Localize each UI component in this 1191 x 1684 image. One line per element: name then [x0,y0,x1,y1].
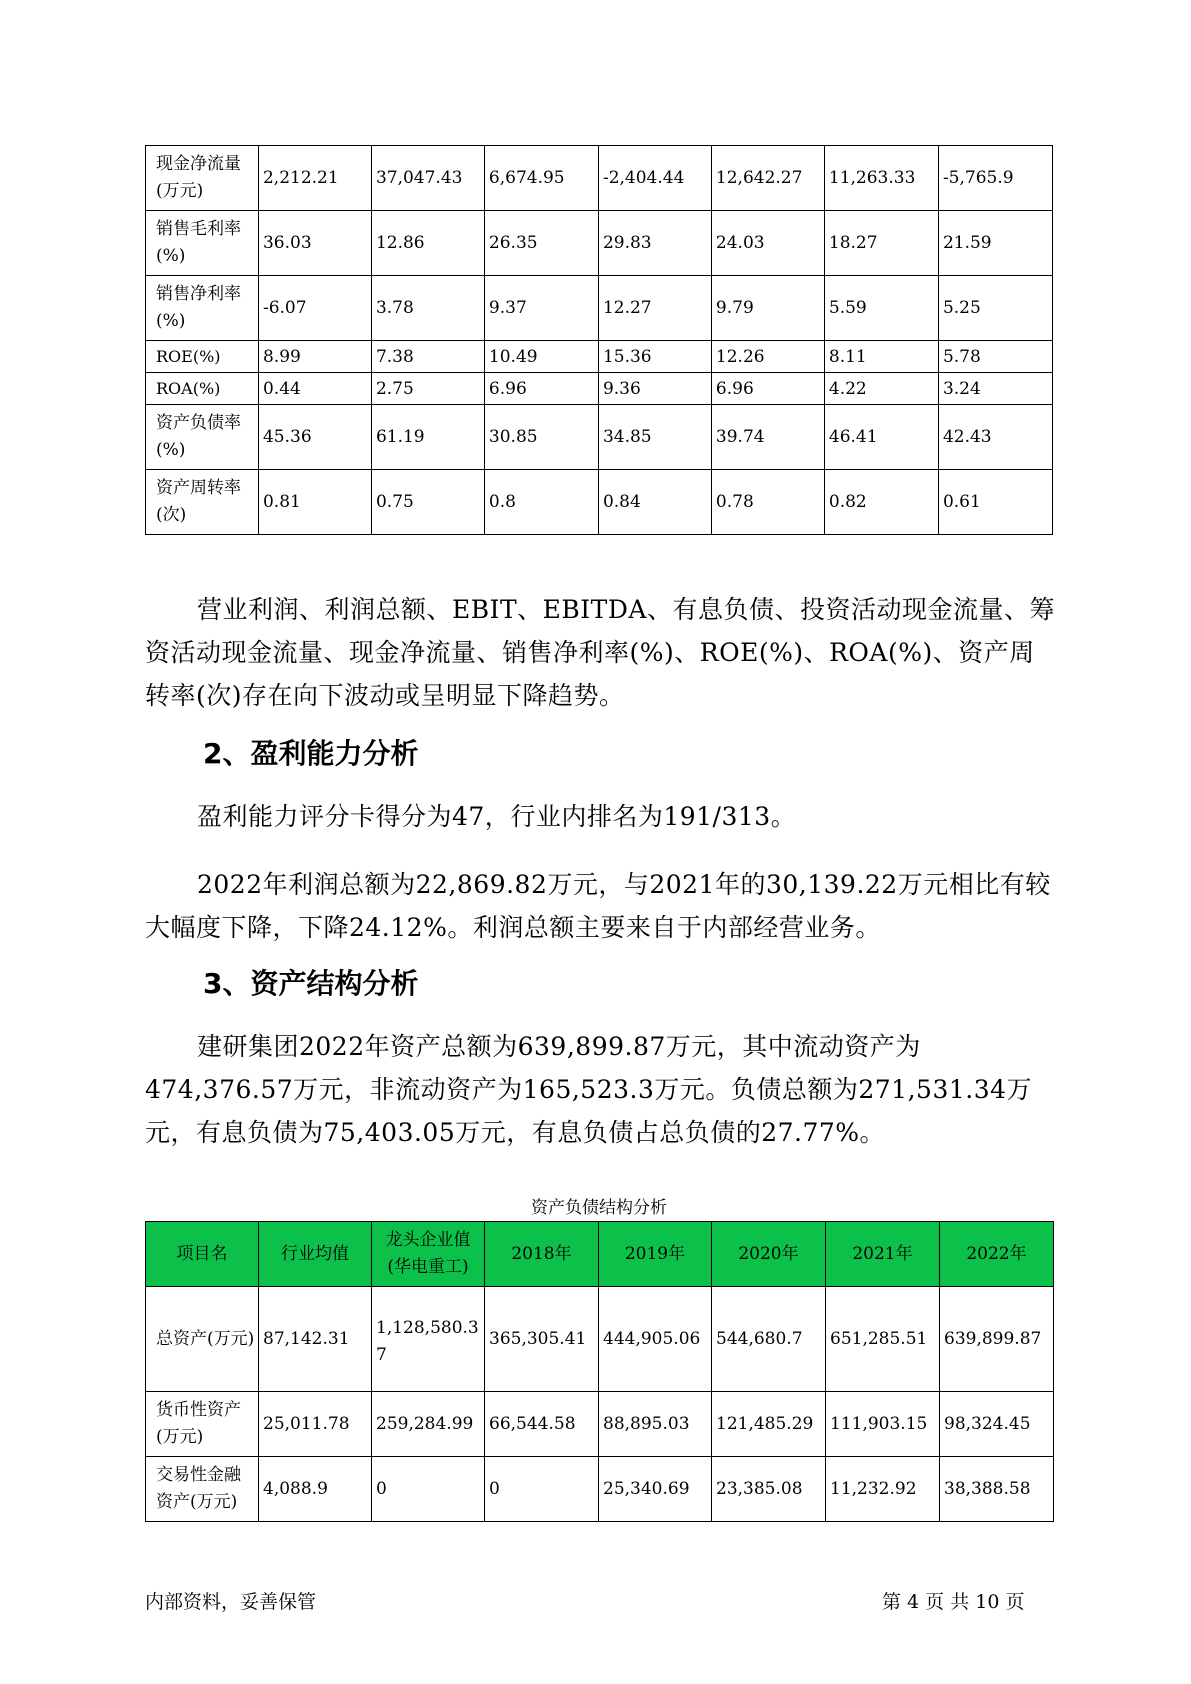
trend-paragraph: 营业利润、利润总额、EBIT、EBITDA、有息负债、投资活动现金流量、筹资活动现金流量、现金净流量、销售净利率(%)、ROE(%)、ROA(%)、资产周转率(次)存在向下波动或呈明显下降趋势。 [145,595,1055,710]
table-row [146,146,1053,211]
cell: 0.78 [711,470,824,535]
cell: 0.75 [371,470,484,535]
cell: 12.86 [371,211,484,276]
cell: 88,895.03 [599,1392,712,1457]
cell: 639,899.87 [940,1287,1054,1392]
row-label: 资产负债率(%) [146,405,259,470]
cell: 10.49 [484,341,598,373]
cell: 6.96 [484,373,598,405]
row-label: 销售净利率(%) [146,276,259,341]
cell: 21.59 [938,211,1052,276]
table-caption: 资产负债结构分析 [531,1198,667,1218]
cell: 12,642.27 [711,146,824,211]
footer-confidential-note: 内部资料，妥善保管 [145,1591,317,1613]
table-row [146,211,1053,276]
cell: 121,485.29 [712,1392,826,1457]
cell: 24.03 [711,211,824,276]
cell: 0 [485,1457,599,1522]
cell: 2.75 [371,373,484,405]
asset-detail-paragraph: 建研集团2022年资产总额为639,899.87万元，其中流动资产为474,376.57万元，非流动资产为165,523.3万元。负债总额为271,531.34万元，有息负债为75,403.05万元，有息负债占总负债的27.77%。 [145,1032,1033,1147]
cell: 8.11 [824,341,938,373]
cell: 6.96 [711,373,824,405]
row-label: 交易性金融资产(万元) [146,1457,259,1522]
table-row [146,1392,1054,1457]
cell: 98,324.45 [940,1392,1054,1457]
cell: 0.44 [258,373,371,405]
column-header: 2018年 [485,1222,599,1287]
table-row [146,1287,1054,1392]
row-label: 资产周转率(次) [146,470,259,535]
cell: 11,263.33 [824,146,938,211]
cell: 651,285.51 [826,1287,940,1392]
cell: 5.78 [938,341,1052,373]
section-heading-asset-structure: 3、资产结构分析 [203,967,419,1000]
cell: 30.85 [484,405,598,470]
cell: 3.78 [371,276,484,341]
cell: 0 [372,1457,485,1522]
cell: 39.74 [711,405,824,470]
cell: 444,905.06 [599,1287,712,1392]
cell: 5.25 [938,276,1052,341]
footer-page-number: 第 4 页 共 10 页 [882,1591,1025,1613]
cell: 7.38 [371,341,484,373]
cell: 15.36 [598,341,711,373]
cell: -2,404.44 [598,146,711,211]
cell: 9.37 [484,276,598,341]
cell: 36.03 [258,211,371,276]
cell: 25,340.69 [599,1457,712,1522]
cell: 12.26 [711,341,824,373]
cell: 12.27 [598,276,711,341]
cell: 259,284.99 [372,1392,485,1457]
cell: 87,142.31 [259,1287,372,1392]
cell: -6.07 [258,276,371,341]
cell: 111,903.15 [826,1392,940,1457]
column-header: 项目名 [146,1222,259,1287]
cell: 0.81 [258,470,371,535]
row-label: 货币性资产(万元) [146,1392,259,1457]
cell: 45.36 [258,405,371,470]
cell: 2,212.21 [258,146,371,211]
cell: 26.35 [484,211,598,276]
cell: 544,680.7 [712,1287,826,1392]
column-header: 2022年 [940,1222,1054,1287]
cell: 4.22 [824,373,938,405]
profit-score-paragraph: 盈利能力评分卡得分为47，行业内排名为191/313。 [197,802,797,831]
table-header-row [146,1222,1054,1287]
table-row [146,470,1053,535]
table-row [146,405,1053,470]
cell: 11,232.92 [826,1457,940,1522]
cell: 18.27 [824,211,938,276]
table-row [146,1457,1054,1522]
cell: 9.79 [711,276,824,341]
row-label: ROE(%) [146,341,259,373]
asset-liability-table [145,1221,1054,1522]
cell: 34.85 [598,405,711,470]
section-heading-profitability: 2、盈利能力分析 [203,737,419,770]
cell: 4,088.9 [259,1457,372,1522]
cell: 61.19 [371,405,484,470]
profit-detail-paragraph: 2022年利润总额为22,869.82万元，与2021年的30,139.22万元相比有较大幅度下降，下降24.12%。利润总额主要来自于内部经营业务。 [145,870,1051,942]
table-row [146,276,1053,341]
cell: 37,047.43 [371,146,484,211]
cell: 0.61 [938,470,1052,535]
cell: 3.24 [938,373,1052,405]
column-header: 龙头企业值(华电重工) [372,1222,485,1287]
column-header: 行业均值 [259,1222,372,1287]
column-header: 2020年 [712,1222,826,1287]
cell: 9.36 [598,373,711,405]
row-label: ROA(%) [146,373,259,405]
cell: 8.99 [258,341,371,373]
column-header: 2021年 [826,1222,940,1287]
table-row [146,373,1053,405]
cell: 0.82 [824,470,938,535]
cell: -5,765.9 [938,146,1052,211]
cell: 38,388.58 [940,1457,1054,1522]
cell: 365,305.41 [485,1287,599,1392]
row-label: 销售毛利率(%) [146,211,259,276]
cell: 42.43 [938,405,1052,470]
column-header: 2019年 [599,1222,712,1287]
cell: 6,674.95 [484,146,598,211]
cell: 0.84 [598,470,711,535]
cell: 29.83 [598,211,711,276]
table-row [146,341,1053,373]
cell: 23,385.08 [712,1457,826,1522]
financial-indicators-table [145,145,1053,535]
cell: 0.8 [484,470,598,535]
row-label: 现金净流量(万元) [146,146,259,211]
cell: 1,128,580.37 [372,1287,485,1392]
cell: 25,011.78 [259,1392,372,1457]
cell: 66,544.58 [485,1392,599,1457]
row-label: 总资产(万元) [146,1287,259,1392]
cell: 46.41 [824,405,938,470]
cell: 5.59 [824,276,938,341]
